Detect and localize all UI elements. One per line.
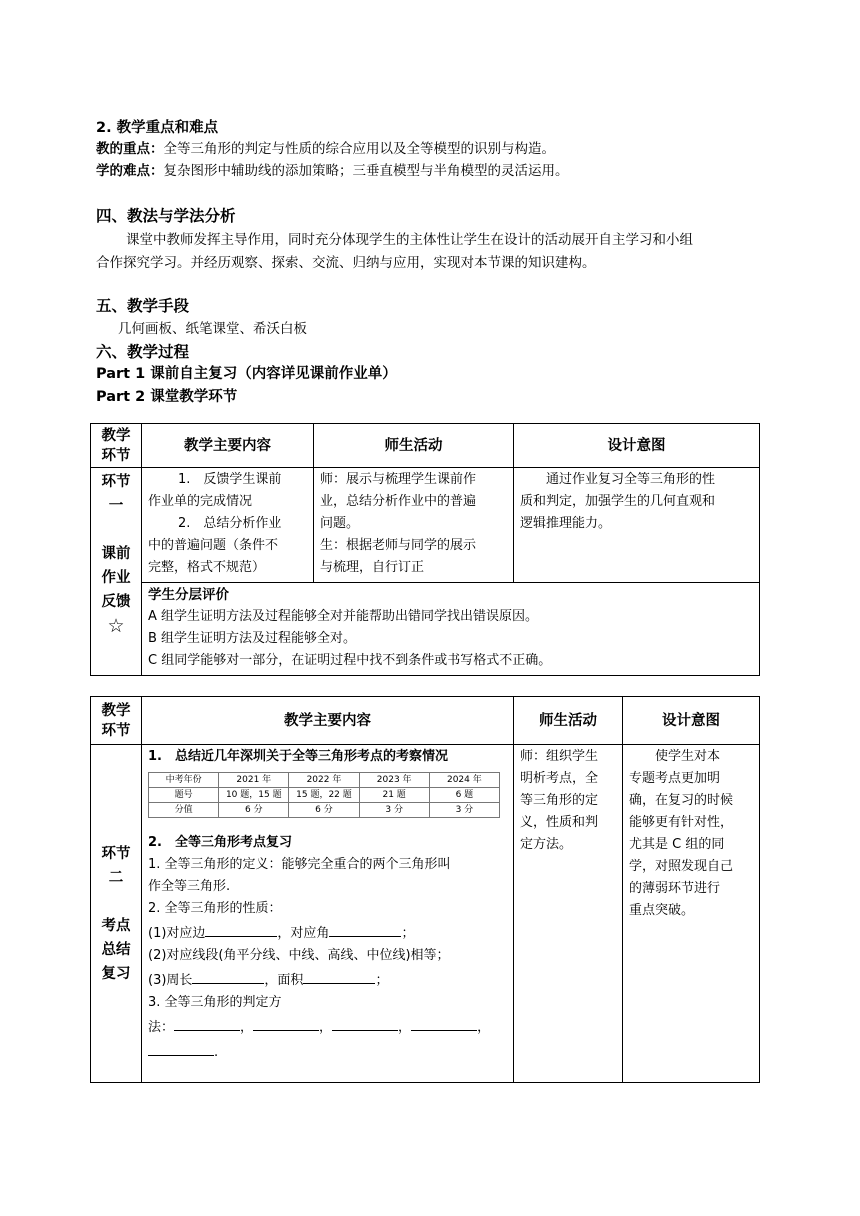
evaluation-row — [91, 583, 760, 676]
table-row — [91, 745, 760, 1083]
header-content: 教学主要内容 — [142, 424, 314, 468]
method-analysis-line-2: 合作探究学习。并经历观察、探索、交流、归纳与应用，实现对本节课的知识建构。 — [96, 255, 596, 271]
table-header-row — [91, 424, 760, 468]
section-5-heading: 五、教学手段 — [96, 297, 190, 315]
answer-blank[interactable] — [329, 920, 401, 937]
answer-blank[interactable] — [192, 967, 264, 984]
part-1-title: Part 1 课前自主复习（内容详见课前作业单） — [96, 366, 397, 382]
learning-difficulty: 学的难点：复杂图形中辅助线的添加策略；三垂直模型与半角模型的灵活运用。 — [96, 163, 569, 179]
section-2-heading: 2. 教学重点和难点 — [96, 120, 219, 136]
intent-cell: 使学生对本 专题考点更加明 确，在复习的时候 能够更有针对性， 尤其是 C 组的同 学，对照发现自己 的薄弱环节进行 重点突破。 — [623, 745, 760, 1083]
answer-blank[interactable] — [174, 1014, 240, 1031]
exam-stats-table — [148, 772, 500, 818]
answer-blank[interactable] — [205, 920, 277, 937]
stage-label: 环节 一 课前 作业 反馈 ☆ — [91, 468, 142, 676]
header-intent: 设计意图 — [514, 424, 760, 468]
header-activity: 师生活动 — [514, 697, 623, 745]
intent-cell: 通过作业复习全等三角形的性 质和判定，加强学生的几何直观和 逻辑推理能力。 — [514, 468, 760, 583]
definition-line-1: 1. 全等三角形的定义：能够完全重合的两个三角形叫 — [148, 857, 451, 872]
judgment-blanks: 法： ， ， ， ， — [148, 1014, 507, 1039]
evaluation-cell: 学生分层评价 A 组学生证明方法及过程能够全对并能帮助出错同学找出错误原因。 B 组学生证明方法及过程能够全对。 C 组同学能够对一部分，在证明过程中找不到条件或书写格式不正确。 — [142, 583, 760, 676]
header-stage: 教学环节 — [91, 424, 142, 468]
header-content: 教学主要内容 — [142, 697, 514, 745]
header-intent: 设计意图 — [623, 697, 760, 745]
table-row: 分值 6 分 6 分 3 分 3 分 — [149, 803, 500, 818]
definition-line-2: 作全等三角形. — [148, 879, 231, 894]
answer-blank[interactable] — [148, 1039, 214, 1056]
main-content-cell: 1. 反馈学生课前 作业单的完成情况 2. 总结分析作业 中的普遍问题（条件不 完整，格式不规范） — [142, 468, 314, 583]
header-activity: 师生活动 — [314, 424, 514, 468]
answer-blank[interactable] — [332, 1014, 398, 1031]
lesson-table-stage-2 — [90, 696, 760, 1083]
property-2: (2)对应线段(角平分线、中线、高线、中位线)相等； — [148, 948, 450, 963]
teaching-key-point: 教的重点：全等三角形的判定与性质的综合应用以及全等模型的识别与构造。 — [96, 141, 555, 157]
main-content-cell — [142, 745, 514, 1083]
item-2-title: 2. 全等三角形考点复习 — [148, 835, 292, 850]
judgment-last: . — [148, 1039, 507, 1064]
table-row: 中考年份 2021 年 2022 年 2023 年 2024 年 — [149, 773, 500, 788]
star-icon: ☆ — [107, 615, 125, 637]
property-1: (1)对应边 ，对应角 ； — [148, 920, 507, 945]
item-1-title: 1. 总结近几年深圳关于全等三角形考点的考察情况 — [148, 749, 448, 764]
method-analysis-line-1: 课堂中教师发挥主导作用，同时充分体现学生的主体性让学生在设计的活动展开自主学习和小组 — [126, 232, 693, 248]
answer-blank[interactable] — [253, 1014, 319, 1031]
stage-label: 环节 二 考点 总结 复习 — [91, 745, 142, 1083]
answer-blank[interactable] — [411, 1014, 477, 1031]
table-header-row — [91, 697, 760, 745]
teaching-tools: 几何画板、纸笔课堂、希沃白板 — [118, 321, 307, 337]
section-4-heading: 四、教法与学法分析 — [96, 207, 236, 225]
property-3: (3)周长 ，面积 ； — [148, 967, 507, 992]
activity-cell: 师：展示与梳理学生课前作 业，总结分析作业中的普遍 问题。 生：根据老师与同学的展示 与梳理，自行订正 — [314, 468, 514, 583]
table-row: 题号 10 题，15 题 15 题，22 题 21 题 6 题 — [149, 788, 500, 803]
property-title: 2. 全等三角形的性质： — [148, 901, 282, 916]
section-6-heading: 六、教学过程 — [96, 343, 190, 361]
header-stage: 教学环节 — [91, 697, 142, 745]
table-row — [91, 468, 760, 583]
part-2-title: Part 2 课堂教学环节 — [96, 389, 238, 405]
activity-cell: 师：组织学生 明析考点，全 等三角形的定 义，性质和判 定方法。 — [514, 745, 623, 1083]
answer-blank[interactable] — [303, 967, 375, 984]
judgment-title: 3. 全等三角形的判定方 — [148, 995, 282, 1010]
lesson-table-stage-1 — [90, 423, 760, 676]
